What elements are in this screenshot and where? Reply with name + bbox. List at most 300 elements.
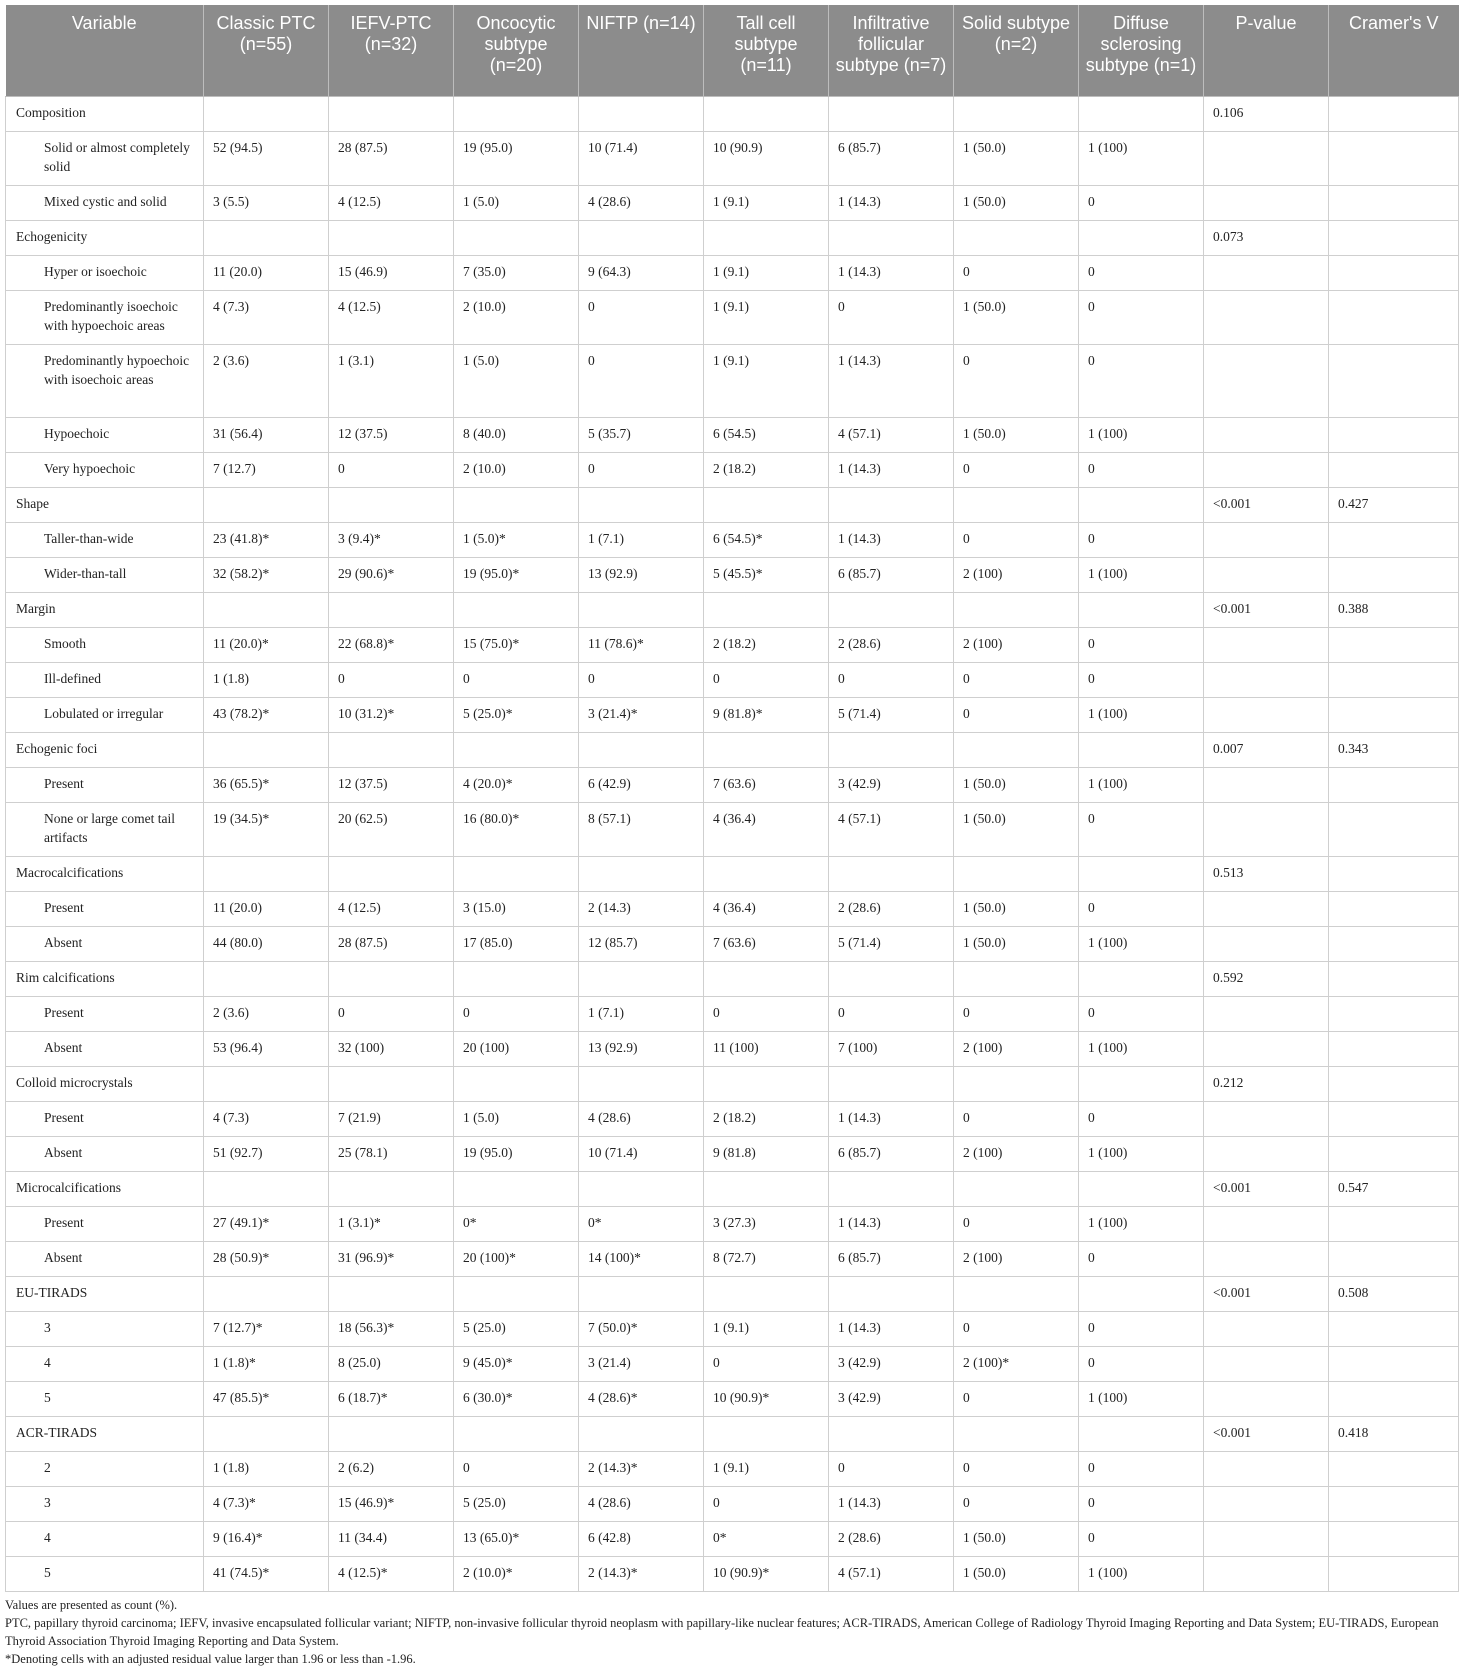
table-cell [954,856,1079,891]
table-cell [829,961,954,996]
table-cell: 4 (36.4) [704,891,829,926]
table-cell: 1 (100) [1079,1136,1204,1171]
table-cell: 0 [954,697,1079,732]
table-cell: 13 (92.9) [579,557,704,592]
table-cell: 19 (95.0)* [454,557,579,592]
table-cell: 2 (3.6) [204,996,329,1031]
table-cell [954,487,1079,522]
table-cell [329,96,454,131]
table-cell: 2 (3.6) [204,344,329,417]
table-cell: 12 (85.7) [579,926,704,961]
category-row [6,961,1459,996]
table-cell [829,1276,954,1311]
table-cell: 0 [954,1486,1079,1521]
table-cell: 7 (63.6) [704,767,829,802]
table-cell: 0 [954,1311,1079,1346]
table-row [6,290,1459,344]
table-cell: 13 (65.0)* [454,1521,579,1556]
p-value-cell [1204,185,1329,220]
cramers-v-cell [1329,1451,1459,1486]
table-cell: 4 (28.6) [579,185,704,220]
table-cell [954,1066,1079,1101]
table-cell: 3 (42.9) [829,767,954,802]
table-cell: 0 [454,1451,579,1486]
cramers-v-cell [1329,185,1459,220]
table-cell: 10 (71.4) [579,1136,704,1171]
table-cell: 6 (54.5) [704,417,829,452]
table-cell: 1 (9.1) [704,290,829,344]
table-cell: 1 (9.1) [704,1311,829,1346]
p-value-cell: 0.513 [1204,856,1329,891]
p-value-cell [1204,417,1329,452]
p-value-cell [1204,662,1329,697]
table-cell [704,96,829,131]
table-cell [204,1171,329,1206]
table-cell: 1 (7.1) [579,522,704,557]
table-cell: 32 (58.2)* [204,557,329,592]
table-cell: 1 (1.8)* [204,1346,329,1381]
p-value-cell: 0.106 [1204,96,1329,131]
p-value-cell: <0.001 [1204,592,1329,627]
category-label: Rim calcifications [6,961,204,996]
row-label: None or large comet tail artifacts [6,802,204,856]
table-cell: 1 (50.0) [954,290,1079,344]
table-cell: 3 (15.0) [454,891,579,926]
table-cell [454,96,579,131]
header-infiltrative-follicular: Infiltrative follicular subtype (n=7) [829,5,954,96]
table-cell: 28 (87.5) [329,926,454,961]
table-cell: 1 (50.0) [954,131,1079,185]
cramers-v-cell [1329,926,1459,961]
table-row [6,255,1459,290]
cramers-v-cell: 0.418 [1329,1416,1459,1451]
table-cell: 0 [954,522,1079,557]
table-cell: 1 (7.1) [579,996,704,1031]
table-cell: 0 [454,996,579,1031]
cramers-v-cell [1329,96,1459,131]
table-cell [1079,1171,1204,1206]
table-cell: 11 (34.4) [329,1521,454,1556]
table-cell: 5 (25.0) [454,1311,579,1346]
table-cell: 1 (50.0) [954,1521,1079,1556]
cramers-v-cell [1329,1066,1459,1101]
table-cell: 0 [1079,1101,1204,1136]
p-value-cell [1204,802,1329,856]
table-cell [829,856,954,891]
table-cell: 7 (12.7)* [204,1311,329,1346]
category-row [6,732,1459,767]
table-cell: 1 (50.0) [954,926,1079,961]
table-cell [579,96,704,131]
table-cell: 20 (62.5) [329,802,454,856]
p-value-cell: <0.001 [1204,1416,1329,1451]
table-cell: 4 (12.5) [329,891,454,926]
table-cell [454,487,579,522]
cramers-v-cell [1329,290,1459,344]
p-value-cell: <0.001 [1204,487,1329,522]
row-label: 4 [6,1521,204,1556]
table-cell: 1 (100) [1079,417,1204,452]
table-cell [329,592,454,627]
table-cell: 2 (28.6) [829,1521,954,1556]
cramers-v-cell [1329,557,1459,592]
table-cell [329,487,454,522]
table-cell: 0* [704,1521,829,1556]
header-classic-ptc: Classic PTC (n=55) [204,5,329,96]
table-cell [954,96,1079,131]
p-value-cell [1204,290,1329,344]
table-cell: 53 (96.4) [204,1031,329,1066]
table-row [6,767,1459,802]
table-cell: 16 (80.0)* [454,802,579,856]
table-cell: 8 (72.7) [704,1241,829,1276]
table-cell: 0 [704,662,829,697]
cramers-v-cell [1329,996,1459,1031]
p-value-cell [1204,1031,1329,1066]
table-cell [204,220,329,255]
table-cell: 1 (14.3) [829,1206,954,1241]
table-row [6,417,1459,452]
table-cell: 20 (100)* [454,1241,579,1276]
table-cell [829,96,954,131]
table-cell: 0 [1079,996,1204,1031]
cramers-v-cell [1329,1136,1459,1171]
table-cell: 18 (56.3)* [329,1311,454,1346]
table-cell: 1 (14.3) [829,255,954,290]
table-cell [329,961,454,996]
row-label: Mixed cystic and solid [6,185,204,220]
category-label: Macrocalcifications [6,856,204,891]
table-cell: 2 (28.6) [829,627,954,662]
table-cell: 52 (94.5) [204,131,329,185]
table-cell: 0* [579,1206,704,1241]
table-cell: 2 (14.3) [579,891,704,926]
table-cell [454,592,579,627]
table-cell: 0 [704,1486,829,1521]
table-cell [329,220,454,255]
table-cell [829,1066,954,1101]
p-value-cell [1204,767,1329,802]
table-cell [204,856,329,891]
table-cell: 0 [704,1346,829,1381]
table-cell [204,96,329,131]
table-cell: 4 (12.5) [329,185,454,220]
row-label: 2 [6,1451,204,1486]
cramers-v-cell [1329,1521,1459,1556]
table-cell [579,1171,704,1206]
table-cell [704,1416,829,1451]
cramers-v-cell [1329,1556,1459,1591]
row-label: Present [6,767,204,802]
table-cell: 1 (1.8) [204,1451,329,1486]
table-cell: 5 (45.5)* [704,557,829,592]
p-value-cell [1204,1451,1329,1486]
table-cell: 0 [1079,255,1204,290]
table-cell [454,220,579,255]
table-cell: 0 [829,662,954,697]
table-row [6,1311,1459,1346]
table-cell [704,1276,829,1311]
row-label: Predominantly hypoechoic with isoechoic areas [6,344,204,417]
table-cell: 0 [1079,1451,1204,1486]
table-cell [204,1276,329,1311]
table-cell: 9 (81.8)* [704,697,829,732]
table-cell: 7 (63.6) [704,926,829,961]
table-cell [954,220,1079,255]
row-label: Smooth [6,627,204,662]
p-value-cell [1204,697,1329,732]
table-cell: 4 (28.6) [579,1486,704,1521]
table-footnotes [5,1596,1458,1668]
table-cell: 6 (85.7) [829,1241,954,1276]
table-cell [204,487,329,522]
cramers-v-cell [1329,522,1459,557]
table-cell: 25 (78.1) [329,1136,454,1171]
footnote: Values are presented as count (%). [5,1597,178,1612]
p-value-cell [1204,1556,1329,1591]
category-label: Shape [6,487,204,522]
table-cell: 44 (80.0) [204,926,329,961]
table-cell [1079,961,1204,996]
table-cell: 1 (3.1)* [329,1206,454,1241]
header-cramers-v: Cramer's V [1329,5,1459,96]
table-cell: 4 (28.6) [579,1101,704,1136]
table-cell: 1 (14.3) [829,344,954,417]
table-cell: 9 (16.4)* [204,1521,329,1556]
table-cell: 0 [954,344,1079,417]
category-row [6,1171,1459,1206]
table-cell: 6 (42.9) [579,767,704,802]
row-label: 4 [6,1346,204,1381]
table-row [6,522,1459,557]
table-cell [454,1276,579,1311]
table-cell [829,592,954,627]
table-cell: 1 (5.0) [454,1101,579,1136]
row-label: Present [6,891,204,926]
table-cell [329,1066,454,1101]
header-row [6,5,1459,96]
table-cell: 1 (50.0) [954,767,1079,802]
table-cell: 0 [1079,1486,1204,1521]
row-label: Absent [6,1031,204,1066]
table-cell: 0 [829,1451,954,1486]
table-cell: 28 (87.5) [329,131,454,185]
row-label: 5 [6,1556,204,1591]
cramers-v-cell [1329,627,1459,662]
cramers-v-cell [1329,1241,1459,1276]
table-cell: 1 (14.3) [829,185,954,220]
category-row [6,96,1459,131]
p-value-cell [1204,1521,1329,1556]
row-label: Lobulated or irregular [6,697,204,732]
table-body [6,96,1459,1591]
table-cell [329,856,454,891]
table-cell [704,732,829,767]
table-cell: 1 (9.1) [704,185,829,220]
results-table [5,5,1459,1592]
row-label: Hyper or isoechoic [6,255,204,290]
category-label: Microcalcifications [6,1171,204,1206]
table-cell: 0 [1079,1346,1204,1381]
table-cell: 5 (71.4) [829,697,954,732]
table-cell: 0 [329,996,454,1031]
table-cell: 2 (18.2) [704,627,829,662]
table-row [6,1136,1459,1171]
cramers-v-cell [1329,1101,1459,1136]
table-cell: 0 [1079,1241,1204,1276]
p-value-cell [1204,344,1329,417]
row-label: Absent [6,1136,204,1171]
table-cell: 2 (100) [954,1136,1079,1171]
table-cell: 4 (7.3)* [204,1486,329,1521]
row-label: 5 [6,1381,204,1416]
table-cell: 4 (28.6)* [579,1381,704,1416]
cramers-v-cell [1329,255,1459,290]
table-cell: 2 (100)* [954,1346,1079,1381]
table-cell [829,487,954,522]
p-value-cell [1204,131,1329,185]
table-cell: 1 (14.3) [829,1486,954,1521]
table-row [6,662,1459,697]
table-cell [704,856,829,891]
table-cell: 0 [954,662,1079,697]
p-value-cell [1204,1241,1329,1276]
table-figure [5,5,1458,1668]
table-cell: 0 [829,996,954,1031]
table-cell [1079,732,1204,767]
table-cell: 1 (14.3) [829,522,954,557]
table-cell: 1 (14.3) [829,1311,954,1346]
table-cell [454,1416,579,1451]
table-cell: 2 (18.2) [704,452,829,487]
table-cell: 31 (56.4) [204,417,329,452]
cramers-v-cell [1329,662,1459,697]
table-cell: 0* [454,1206,579,1241]
table-cell: 0 [1079,1521,1204,1556]
table-cell: 1 (50.0) [954,417,1079,452]
table-row [6,131,1459,185]
table-cell [954,592,1079,627]
cramers-v-cell [1329,452,1459,487]
table-cell: 1 (50.0) [954,802,1079,856]
table-cell [954,732,1079,767]
row-label: Present [6,1101,204,1136]
table-cell: 2 (18.2) [704,1101,829,1136]
table-cell: 9 (81.8) [704,1136,829,1171]
table-cell: 6 (42.8) [579,1521,704,1556]
p-value-cell [1204,627,1329,662]
cramers-v-cell [1329,767,1459,802]
category-label: Colloid microcrystals [6,1066,204,1101]
cramers-v-cell: 0.427 [1329,487,1459,522]
table-cell: 1 (100) [1079,697,1204,732]
category-row [6,592,1459,627]
table-cell: 4 (20.0)* [454,767,579,802]
table-cell [579,220,704,255]
table-cell [704,592,829,627]
table-cell [454,1066,579,1101]
table-cell: 0 [1079,627,1204,662]
header-diffuse-sclerosing: Diffuse sclerosing subtype (n=1) [1079,5,1204,96]
table-cell [329,1171,454,1206]
table-cell: 8 (57.1) [579,802,704,856]
table-cell: 8 (40.0) [454,417,579,452]
table-cell: 0 [829,290,954,344]
table-cell: 19 (95.0) [454,131,579,185]
p-value-cell [1204,255,1329,290]
header-niftp: NIFTP (n=14) [579,5,704,96]
table-cell [204,1066,329,1101]
table-cell: 1 (100) [1079,1031,1204,1066]
table-cell: 0 [1079,452,1204,487]
cramers-v-cell: 0.343 [1329,732,1459,767]
table-cell: 2 (100) [954,557,1079,592]
table-row [6,1031,1459,1066]
table-cell [704,1066,829,1101]
cramers-v-cell [1329,417,1459,452]
table-cell [704,487,829,522]
table-cell [329,1416,454,1451]
table-cell: 1 (3.1) [329,344,454,417]
table-cell [1079,592,1204,627]
row-label: 3 [6,1486,204,1521]
table-cell: 10 (90.9) [704,131,829,185]
table-cell [1079,1276,1204,1311]
table-cell: 0 [579,290,704,344]
table-cell [954,1171,1079,1206]
p-value-cell [1204,1206,1329,1241]
cramers-v-cell: 0.508 [1329,1276,1459,1311]
table-cell: 15 (46.9) [329,255,454,290]
header-p-value: P-value [1204,5,1329,96]
table-cell: 4 (7.3) [204,290,329,344]
table-cell: 3 (9.4)* [329,522,454,557]
table-cell: 4 (57.1) [829,417,954,452]
table-cell: 4 (12.5)* [329,1556,454,1591]
table-cell [704,961,829,996]
table-cell [454,1171,579,1206]
table-row [6,1346,1459,1381]
p-value-cell [1204,1136,1329,1171]
row-label: Present [6,996,204,1031]
table-cell: 0 [1079,185,1204,220]
table-cell [204,1416,329,1451]
table-cell: 0 [579,344,704,417]
table-cell: 2 (100) [954,627,1079,662]
table-cell: 29 (90.6)* [329,557,454,592]
table-cell: 1 (100) [1079,767,1204,802]
table-cell: 3 (42.9) [829,1381,954,1416]
table-cell: 13 (92.9) [579,1031,704,1066]
p-value-cell: 0.073 [1204,220,1329,255]
p-value-cell [1204,522,1329,557]
table-cell: 7 (50.0)* [579,1311,704,1346]
p-value-cell: 0.212 [1204,1066,1329,1101]
table-cell: 0 [954,1206,1079,1241]
cramers-v-cell [1329,131,1459,185]
table-cell: 0 [1079,522,1204,557]
table-cell: 11 (78.6)* [579,627,704,662]
table-cell: 0 [954,1381,1079,1416]
table-cell: 0 [1079,1311,1204,1346]
table-cell: 9 (64.3) [579,255,704,290]
table-cell: 15 (46.9)* [329,1486,454,1521]
table-cell: 1 (50.0) [954,1556,1079,1591]
table-cell [579,487,704,522]
table-cell: 47 (85.5)* [204,1381,329,1416]
table-cell: 2 (10.0)* [454,1556,579,1591]
footnote: PTC, papillary thyroid carcinoma; IEFV, invasive encapsulated follicular variant; NIFTP, non-invasive follicular thyroid neoplasm with papillary-like nuclear features; ACR-TIRADS, American College of Radiology Thyroid Imaging Reporting and Data System; EU-TIRADS, European Thyroid Association Thyroid Imaging Reporting and Data System. [5,1615,1439,1648]
